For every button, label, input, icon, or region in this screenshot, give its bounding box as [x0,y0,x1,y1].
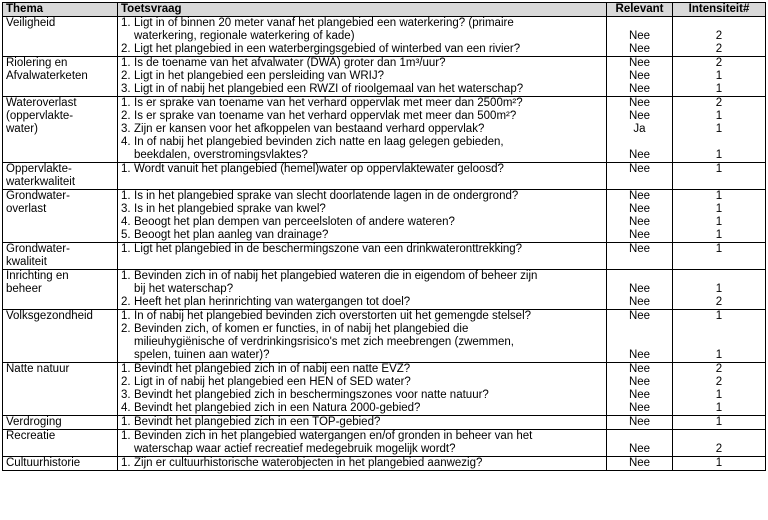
table-body [3,17,766,471]
relevant-cell [607,190,673,243]
question-text: Bevindt het plangebied zich in beschermingszones voor natte natuur? [134,389,489,401]
theme-label: beheer [6,283,42,295]
theme-cell [3,416,118,430]
question-text: Beoogt het plan dempen van perceelsloten of andere wateren? [134,216,455,228]
table-row [3,97,766,163]
intensity-spacer [676,336,762,349]
question-line [121,296,603,309]
question-text: Bevindt het plangebied zich in een Natura 2000-gebied? [134,402,421,414]
table-row [3,430,766,457]
question-text: Zijn er cultuurhistorische waterobjecten in het plangebied aanwezig? [134,457,483,469]
intensity-value: 1 [715,203,723,215]
intensity-value: 1 [715,110,723,122]
intensity-value: 2 [715,376,723,388]
question-text: Heeft het plan herinrichting van watergangen tot doel? [134,296,411,308]
question-text: Is er sprake van toename van het verhard oppervlak met meer dan 500m²? [134,110,517,122]
theme-label: Veiligheid [6,17,56,29]
question-number: 4. [121,136,131,148]
question-cell [118,17,607,57]
intensity-cell [673,416,766,430]
question-line [121,110,603,123]
theme-cell [3,430,118,457]
question-text: Bevinden zich, of komen er functies, in of nabij het plangebied die [134,323,469,335]
relevant-spacer [610,136,669,149]
question-line [121,123,603,136]
question-cell [118,57,607,97]
intensity-value: 1 [715,163,723,175]
question-text: Zijn er kansen voor het afkoppelen van bestaand verhard oppervlak? [134,123,485,135]
question-number: 2. [121,110,131,122]
relevant-value: Nee [628,243,651,255]
question-number: 1. [121,310,131,322]
question-text: Beoogt het plan aanleg van drainage? [134,229,329,241]
intensity-value: 2 [715,57,723,69]
question-number: 1. [121,270,131,282]
question-text: Ligt in of nabij het plangebied een HEN of SED water? [134,376,411,388]
question-cell [118,363,607,416]
question-text: beekdalen, overstromingsvlaktes? [134,149,308,161]
theme-cell [3,270,118,310]
theme-cell [3,97,118,163]
question-line [121,283,603,296]
question-number: 2. [121,323,131,335]
question-number: 3. [121,389,131,401]
relevant-value: Nee [628,203,651,215]
question-text: Wordt vanuit het plangebied (hemel)water op oppervlaktewater geloosd? [134,163,504,175]
question-text: Bevinden zich in het plangebied watergangen en/of gronden in beheer van het [134,430,533,442]
question-text: Is de toename van het afvalwater (DWA) groter dan 1m³/uur? [134,57,446,69]
theme-cell [3,243,118,270]
theme-label: Volksgezondheid [6,310,93,322]
relevant-value: Nee [628,190,651,202]
question-line [121,416,603,429]
relevant-spacer [610,336,669,349]
question-line [121,203,603,216]
question-line [121,83,603,96]
theme-label: overlast [6,203,47,215]
header-question: Toetsvraag [118,3,607,17]
relevant-spacer [610,430,669,443]
relevant-value: Nee [628,216,651,228]
intensity-value: 1 [715,216,723,228]
intensity-cell [673,163,766,190]
relevant-cell [607,97,673,163]
intensity-value: 1 [715,349,723,361]
relevant-value: Nee [628,363,651,375]
question-line [121,136,603,149]
table-row [3,190,766,243]
relevant-cell [607,163,673,190]
question-line [121,457,603,470]
question-line [121,216,603,229]
relevant-spacer [610,270,669,283]
intensity-cell [673,457,766,471]
question-cell [118,190,607,243]
relevant-value: Nee [628,229,651,241]
theme-label: Afvalwaterketen [6,70,88,82]
intensity-value: 2 [715,363,723,375]
relevant-value: Nee [628,457,651,469]
theme-cell [3,163,118,190]
question-cell [118,310,607,363]
intensity-value: 1 [715,190,723,202]
intensity-cell [673,17,766,57]
relevant-value: Nee [628,149,651,161]
question-text: Is in het plangebied sprake van slecht doorlatende lagen in de ondergrond? [134,190,519,202]
table-row [3,243,766,270]
intensity-value: 1 [715,123,723,135]
table-row [3,416,766,430]
question-text: bij het waterschap? [134,283,234,295]
intensity-value: 2 [715,97,723,109]
relevant-cell [607,243,673,270]
question-number: 2. [121,43,131,55]
question-line [121,376,603,389]
question-number: 1. [121,190,131,202]
relevant-value: Nee [628,110,651,122]
intensity-spacer [676,323,762,336]
relevant-value: Nee [628,389,651,401]
theme-cell [3,457,118,471]
header-intensity: Intensiteit# [673,3,766,17]
water-assessment-table [2,2,766,471]
question-number: 1. [121,97,131,109]
relevant-value: Nee [628,57,651,69]
intensity-cell [673,190,766,243]
header-theme: Thema [3,3,118,17]
question-cell [118,243,607,270]
question-text: Bevinden zich in of nabij het plangebied wateren die in eigendom of beheer zijn [134,270,538,282]
question-text: spelen, tuinen aan water)? [134,349,270,361]
question-text: In of nabij het plangebied bevinden zich overstorten uit het gemengde stelsel? [134,310,532,322]
relevant-cell [607,416,673,430]
question-text: Ligt het plangebied in een waterbergingsgebied of winterbed van een rivier? [134,43,521,55]
theme-label: Cultuurhistorie [6,457,81,469]
intensity-spacer [676,136,762,149]
relevant-cell [607,430,673,457]
question-number: 2. [121,296,131,308]
relevant-cell [607,57,673,97]
relevant-cell [607,363,673,416]
relevant-value: Nee [628,376,651,388]
question-line [121,229,603,242]
question-number: 3. [121,123,131,135]
theme-cell [3,310,118,363]
question-line [121,349,603,362]
question-cell [118,430,607,457]
intensity-value: 1 [715,283,723,295]
theme-label: (oppervlakte- [6,110,74,122]
intensity-value: 2 [715,443,723,455]
theme-label: Natte natuur [6,363,70,375]
theme-label: water) [6,123,38,135]
question-number: 1. [121,363,131,375]
table-row [3,310,766,363]
question-text: waterkering, regionale waterkering of kade) [134,30,355,42]
question-cell [118,270,607,310]
question-line [121,363,603,376]
table-row [3,57,766,97]
question-line [121,310,603,323]
theme-cell [3,17,118,57]
intensity-value: 1 [715,389,723,401]
table-row [3,163,766,190]
intensity-value: 2 [715,43,723,55]
relevant-value: Nee [628,443,651,455]
question-line [121,57,603,70]
relevant-value: Nee [628,70,651,82]
intensity-cell [673,97,766,163]
intensity-value: 2 [715,296,723,308]
intensity-value: 1 [715,229,723,241]
question-number: 1. [121,163,131,175]
table-row [3,363,766,416]
table-row [3,270,766,310]
question-text: In of nabij het plangebied bevinden zich natte en laag gelegen gebieden, [134,136,504,148]
intensity-cell [673,243,766,270]
relevant-value: Nee [628,296,651,308]
question-number: 1. [121,430,131,442]
intensity-cell [673,270,766,310]
question-number: 3. [121,203,131,215]
relevant-value: Nee [628,310,651,322]
question-text: Bevindt het plangebied zich in of nabij een natte EVZ? [134,363,411,375]
relevant-cell [607,310,673,363]
relevant-value: Nee [628,283,651,295]
question-number: 1. [121,416,131,428]
question-cell [118,416,607,430]
intensity-value: 1 [715,416,723,428]
intensity-value: 1 [715,457,723,469]
intensity-value: 1 [715,83,723,95]
question-number: 4. [121,216,131,228]
relevant-spacer [610,17,669,30]
intensity-cell [673,430,766,457]
intensity-value: 2 [715,30,723,42]
intensity-spacer [676,270,762,283]
question-number: 1. [121,17,131,29]
theme-label: Riolering en [6,57,68,69]
relevant-value: Nee [628,83,651,95]
question-text: Ligt in het plangebied een persleiding van WRIJ? [134,70,384,82]
question-line [121,336,603,349]
question-cell [118,163,607,190]
intensity-cell [673,57,766,97]
question-text: Ligt in of nabij het plangebied een RWZI of rioolgemaal van het waterschap? [134,83,524,95]
question-number: 5. [121,229,131,241]
question-line [121,43,603,56]
question-number: 4. [121,402,131,414]
question-number: 2. [121,70,131,82]
relevant-value: Nee [628,349,651,361]
question-line [121,17,603,30]
relevant-value: Nee [628,30,651,42]
theme-label: Grondwater- [6,190,70,202]
question-line [121,30,603,43]
question-line [121,149,603,162]
header-row [3,3,766,17]
theme-cell [3,190,118,243]
relevant-value: Nee [628,416,651,428]
theme-cell [3,363,118,416]
relevant-value: Ja [633,123,646,135]
relevant-value: Nee [628,43,651,55]
question-line [121,323,603,336]
question-text: Ligt in of binnen 20 meter vanaf het plangebied een waterkering? (primaire [134,17,514,29]
intensity-cell [673,310,766,363]
question-text: Is er sprake van toename van het verhard oppervlak met meer dan 2500m²? [134,97,523,109]
question-text: Bevindt het plangebied zich in een TOP-gebied? [134,416,381,428]
theme-label: Grondwater- [6,243,70,255]
theme-label: Oppervlakte- [6,163,72,175]
relevant-value: Nee [628,163,651,175]
relevant-cell [607,17,673,57]
question-line [121,389,603,402]
question-line [121,97,603,110]
question-line [121,443,603,456]
intensity-value: 1 [715,402,723,414]
question-text: waterschap waar actief recreatief medegebruik mogelijk wordt? [134,443,456,455]
question-number: 3. [121,83,131,95]
question-line [121,190,603,203]
intensity-spacer [676,17,762,30]
question-cell [118,97,607,163]
table-row [3,17,766,57]
header-relevant: Relevant [607,3,673,17]
theme-label: Verdroging [6,416,62,428]
relevant-value: Nee [628,402,651,414]
relevant-value: Nee [628,97,651,109]
intensity-cell [673,363,766,416]
question-line [121,430,603,443]
theme-label: Wateroverlast [6,97,77,109]
relevant-cell [607,270,673,310]
question-line [121,270,603,283]
table-row [3,457,766,471]
question-line [121,402,603,415]
question-text: milieuhygiënische of verdrinkingsrisico's met zich meebrengen (zwemmen, [134,336,514,348]
theme-label: kwaliteit [6,256,47,268]
question-number: 1. [121,243,131,255]
intensity-value: 1 [715,310,723,322]
theme-label: Recreatie [6,430,56,442]
theme-label: waterkwaliteit [6,176,76,188]
intensity-value: 1 [715,70,723,82]
question-cell [118,457,607,471]
relevant-spacer [610,323,669,336]
question-line [121,243,603,256]
theme-cell [3,57,118,97]
question-number: 1. [121,57,131,69]
intensity-spacer [676,430,762,443]
question-text: Is in het plangebied sprake van kwel? [134,203,326,215]
question-text: Ligt het plangebied in de beschermingszone van een drinkwateronttrekking? [134,243,523,255]
question-line [121,70,603,83]
relevant-cell [607,457,673,471]
question-number: 2. [121,376,131,388]
intensity-value: 1 [715,243,723,255]
question-line [121,163,603,176]
theme-label: Inrichting en [6,270,69,282]
intensity-value: 1 [715,149,723,161]
question-number: 1. [121,457,131,469]
